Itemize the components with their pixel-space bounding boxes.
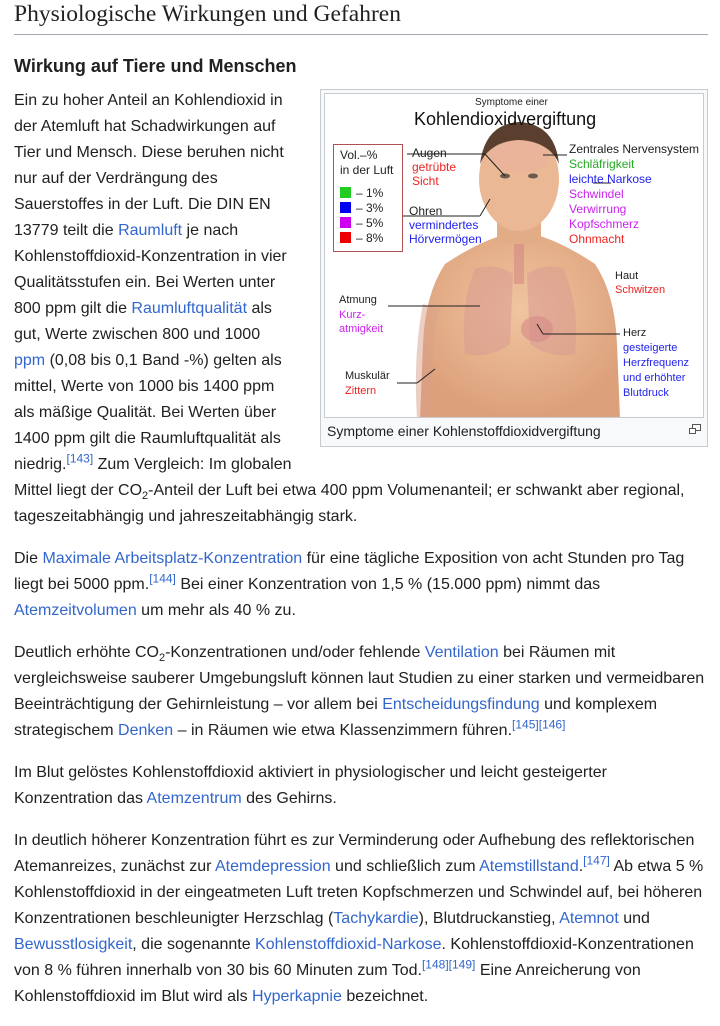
label-augen-symptom-1: getrübte <box>412 160 457 174</box>
figure-caption <box>324 418 704 443</box>
paragraph-atemzentrum: Im Blut gelöstes Kohlenstoffdioxid aktiviert in physiologischer und leicht gesteigerter Konzentration das Atemzentrum des Gehirns. <box>14 764 607 807</box>
link-maximale-arbeitsplatz-konzentration[interactable]: Maximale Arbeitsplatz-Konzentration <box>42 550 303 567</box>
reference-147[interactable]: [147] <box>583 853 610 868</box>
label-haut-symptom-1: Schwitzen <box>615 284 666 296</box>
blue-swatch-icon <box>340 202 351 213</box>
label-zns: Zentrales Nervensystem <box>569 142 700 156</box>
label-zns-symptom-6: Ohnmacht <box>569 232 625 246</box>
concentration-legend <box>333 144 403 252</box>
reference-143[interactable]: [143] <box>66 451 94 466</box>
figure-thumbnail <box>320 89 708 447</box>
label-herz-symptom-3: und erhöhter <box>623 372 686 384</box>
paragraph-brain-performance: Deutlich erhöhte $CO_2$-Konzentrationen und/oder fehlende Ventilation bei Räumen mit vergleichsweise sauberer Umgebungsluft können laut Studien zu einer starken und vermeidbaren Beeinträchtigung der Gehirnleistung – vor allem bei Entscheidungsfindung und komplexem strategischem Denken – in Räumen wie etwa Klassenzimmern führen.[145][146] <box>14 644 705 739</box>
label-atmung-symptom-2: atmigkeit <box>339 323 384 335</box>
reference-145[interactable]: [145] <box>512 717 539 732</box>
link-entscheidungsfindung[interactable]: Entscheidungsfindung <box>382 696 540 713</box>
link-ventilation[interactable]: Ventilation <box>424 644 499 661</box>
paragraph-high-concentration: In deutlich höherer Konzentration führt es zur Verminderung oder Aufhebung des reflektorischen Atemanreizes, zunächst zur Atemdepression und schließlich zum Atemstillstand.[147] Ab etwa 5 % Kohlenstoffdioxid in der eingeatmeten Luft treten Kopfschmerzen und Schwindel auf, bei höheren Konzentrationen beschleunigter Herzschlag (Tachykardie), Blutdruckanstieg, Atemnot und Bewusstlosigkeit, die sogenannte Kohlenstoffdioxid-Narkose. Kohlenstoffdioxid-Konzentrationen von 8 % führen innerhalb von 30 bis 60 Minuten zum Tod.[148][149] Eine Anreicherung von Kohlenstoffdioxid im Blut wird als Hyperkapnie bezeichnet. <box>14 832 704 1005</box>
link-atemdepression[interactable]: Atemdepression <box>214 858 331 875</box>
co2-poisoning-illustration <box>325 94 704 418</box>
link-raumluft[interactable]: Raumluft <box>118 222 183 239</box>
reference-148[interactable]: [148] <box>421 957 449 972</box>
link-atemzentrum[interactable]: Atemzentrum <box>146 790 242 807</box>
reference-144[interactable]: [144] <box>149 571 176 586</box>
legend-item-8pct: – 8% <box>340 231 383 245</box>
label-zns-symptom-3: Schwindel <box>569 187 624 201</box>
label-zns-symptom-5: Kopfschmerz <box>569 217 640 231</box>
enlarge-icon[interactable] <box>688 420 702 432</box>
paragraph-room-air-quality: Ein zu hoher Anteil an Kohlendioxid in der Atemluft hat Schadwirkungen auf Tier und Mensch. Diese beruhen nicht nur auf der Verdrängung des Sauerstoffes in der Luft. Die DIN EN 13779 teilt die Raumluft je nach Kohlenstoffdioxid-Konzentration in vier Qualitätsstufen ein. Bei Werten unter 800 ppm gilt die Raumluftqualität als gut, Werte zwischen 800 und 1000 ppm (0,08 bis 0,1 Band -%) gelten als mittel, Werte von 1000 bis 1400 ppm als mäßige Qualität. Bei Werten über 1400 ppm gilt die Raumluftqualität als niedrig.[143] Zum Vergleich: Im globalen Mittel liegt der $CO_2$-Anteil der Luft bei etwa 400 ppm Volumenanteil; er schwankt aber regional, tageszeitabhängig und jahreszeitabhängig stark. <box>14 92 685 525</box>
label-muskel: Muskulär <box>345 370 390 382</box>
illustration-title: Kohlendioxidvergiftung <box>414 109 597 129</box>
link-atemstillstand[interactable]: Atemstillstand <box>479 858 579 875</box>
legend-item-3pct: – 3% <box>340 201 383 215</box>
link-tachykardie[interactable]: Tachykardie <box>333 910 419 927</box>
link-denken[interactable]: Denken <box>118 722 174 739</box>
legend-item-1pct: – 1% <box>340 186 383 200</box>
label-ohren-symptom-2: Hörvermögen <box>409 232 482 246</box>
figure-caption-text: Symptome einer Kohlenstoffdioxidvergiftung <box>327 423 601 439</box>
paragraph-mak: Die Maximale Arbeitsplatz-Konzentration für eine tägliche Exposition von acht Stunden pro Tag liegt bei 5000 ppm.[144] Bei einer Konzentration von 1,5 % (15.000 ppm) nimmt das Atemzeitvolumen um mehr als 40 % zu. <box>14 550 685 619</box>
label-herz-symptom-2: Herzfrequenz <box>623 357 690 369</box>
link-kohlenstoffdioxid-narkose[interactable]: Kohlenstoffdioxid-Narkose <box>255 936 442 953</box>
subsection-heading: Wirkung auf Tiere und Menschen <box>14 56 297 76</box>
label-zns-symptom-4: Verwirrung <box>569 202 627 216</box>
label-ohren: Ohren <box>409 204 443 218</box>
link-hyperkapnie[interactable]: Hyperkapnie <box>252 988 342 1005</box>
link-atemzeitvolumen[interactable]: Atemzeitvolumen <box>14 602 137 619</box>
reference-149[interactable]: [149] <box>448 957 476 972</box>
label-zns-symptom-2: leichte Narkose <box>569 172 652 186</box>
label-muskel-symptom-1: Zittern <box>345 385 377 397</box>
purple-swatch-icon <box>340 217 351 228</box>
link-atemnot[interactable]: Atemnot <box>559 910 619 927</box>
label-augen: Augen <box>412 146 447 160</box>
reference-146[interactable]: [146] <box>538 717 566 732</box>
legend-heading-1: Vol.–% <box>340 148 378 162</box>
label-atmung: Atmung <box>339 294 377 306</box>
label-herz-symptom-4: Blutdruck <box>623 387 669 399</box>
label-haut: Haut <box>615 270 639 282</box>
legend-heading-2: in der Luft <box>340 163 394 177</box>
label-atmung-symptom-1: Kurz- <box>339 309 366 321</box>
figure-image[interactable] <box>324 93 704 418</box>
label-ohren-symptom-1: vermindertes <box>409 218 479 232</box>
label-augen-symptom-2: Sicht <box>412 174 439 188</box>
article-content <box>14 0 708 1026</box>
red-swatch-icon <box>340 232 351 243</box>
section-heading: Physiologische Wirkungen und Gefahren <box>14 0 708 35</box>
label-herz-symptom-1: gesteigerte <box>623 342 678 354</box>
link-ppm[interactable]: ppm <box>14 352 46 369</box>
green-swatch-icon <box>340 187 351 198</box>
label-zns-symptom-1: Schläfrigkeit <box>569 157 635 171</box>
link-bewusstlosigkeit[interactable]: Bewusstlosigkeit <box>14 936 133 953</box>
legend-item-5pct: – 5% <box>340 216 383 230</box>
label-herz: Herz <box>623 327 647 339</box>
link-raumluftqualitaet[interactable]: Raumluftqualität <box>131 300 248 317</box>
illustration-subtitle: Symptome einer <box>475 97 548 108</box>
